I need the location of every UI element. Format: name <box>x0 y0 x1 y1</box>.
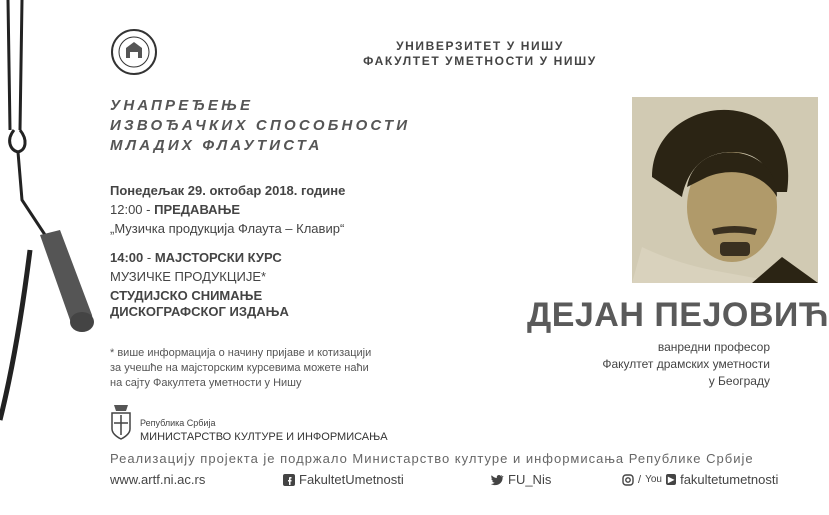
website-text: www.artf.ni.ac.rs <box>110 472 206 487</box>
faculty-name: ФАКУЛТЕТ УМЕТНОСТИ У НИШУ <box>363 54 597 68</box>
twitter-handle: FU_Nis <box>508 472 552 487</box>
speaker-institution: Факултет драмских уметности <box>602 357 770 371</box>
info-note-line-1: * више информација о начину пријаве и котизацији <box>110 347 372 359</box>
website-link[interactable] <box>110 472 205 487</box>
session-1 <box>110 202 240 217</box>
session-1-name: ПРЕДАВАЊЕ <box>154 202 241 217</box>
session-2-time: 14:00 <box>110 250 144 265</box>
speaker-photo <box>632 97 818 283</box>
speaker-name: ДЕЈАН ПЕЈОВИЋ <box>527 296 829 334</box>
event-date: Понедељак 29. октобар 2018. године <box>110 183 346 198</box>
info-note-line-3: на сајту Факултета уметности у Нишу <box>110 377 302 389</box>
speaker-city: у Београду <box>708 374 770 388</box>
instagram-youtube-handle: fakultetumetnosti <box>680 472 779 487</box>
ministry-country: Република Србија <box>140 418 216 428</box>
event-title-line-3: МЛАДИХ ФЛАУТИСТА <box>110 137 323 154</box>
session-2-line-4: ДИСКОГРАФСКОГ ИЗДАЊА <box>110 304 289 319</box>
session-1-time: 12:00 <box>110 202 143 217</box>
event-title-line-1: УНАПРЕЂЕЊЕ <box>110 97 254 114</box>
serbia-crest-icon <box>110 401 132 441</box>
twitter-icon <box>490 474 504 486</box>
slash: / <box>638 473 642 486</box>
session-2-line-3: СТУДИЈСКО СНИМАЊЕ <box>110 288 263 303</box>
separator: - <box>143 250 155 265</box>
session-1-subtitle: „Музичка продукција Флаута – Клавир“ <box>110 221 345 236</box>
university-seal-icon <box>110 28 158 76</box>
info-note-line-2: за учешће на мајсторским курсевима можете наћи <box>110 362 369 374</box>
facebook-icon <box>283 474 295 486</box>
facebook-link[interactable] <box>283 472 404 487</box>
youtube-icon: ▶ <box>667 475 675 484</box>
session-2-name: МАЈСТОРСКИ КУРС <box>154 250 282 265</box>
separator: - <box>142 202 155 217</box>
university-name: УНИВЕРЗИТЕТ У НИШУ <box>396 39 564 53</box>
twitter-link[interactable] <box>490 472 551 487</box>
event-title-line-2: ИЗВОЂАЧКИХ СПОСОБНОСТИ <box>110 117 411 134</box>
instagram-youtube-link[interactable] <box>622 472 778 487</box>
session-2-line-2: МУЗИЧКЕ ПРОДУКЦИЈЕ* <box>110 269 267 284</box>
ministry-name: МИНИСТАРСТВО КУЛТУРЕ И ИНФОРМИСАЊА <box>140 431 388 443</box>
instagram-icon <box>622 474 634 486</box>
support-statement: Реализацију пројекта је подржало Министарство културе и информисања Републике Србије <box>110 451 754 466</box>
youtube-wordmark: You <box>645 474 662 485</box>
speaker-role: ванредни професор <box>657 340 770 354</box>
facebook-handle: FakultetUmetnosti <box>299 472 404 487</box>
session-2 <box>110 250 282 265</box>
microphone-icon <box>0 0 100 515</box>
